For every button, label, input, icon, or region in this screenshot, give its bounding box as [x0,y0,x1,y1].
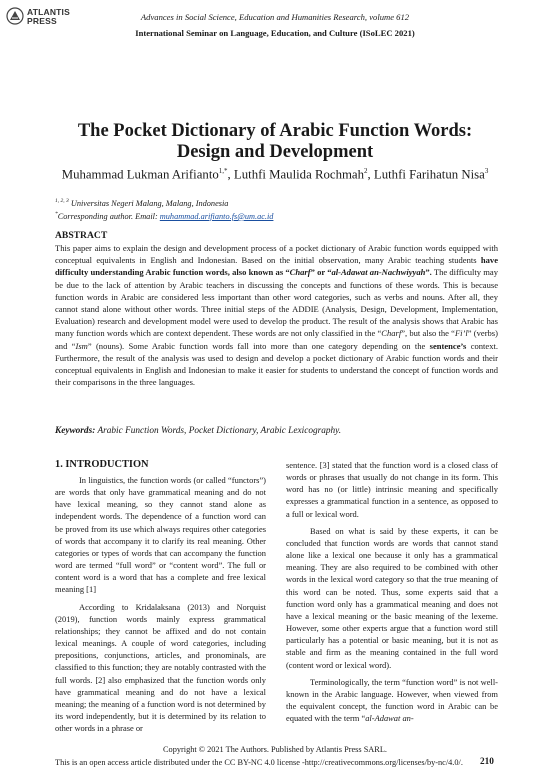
license-line: This is an open access article distributed under the CC BY-NC 4.0 license -http://creativecommons.org/licenses/by-nc/4.0/. [55,758,463,767]
keywords-label: Keywords: [55,426,96,436]
affiliations [55,196,273,222]
conference-line: International Seminar on Language, Education, and Culture (ISoLEC 2021) [135,28,415,38]
paragraph: According to Kridalaksana (2013) and Norquist (2019), function words mainly express grammatical relationships; they cannot be affixed and do not contain lexical meanings. A couple of word categories, including prepositions, conjunctions, articles, and pronominals, are classified to this function; they are notably contrasted with the full words. [2] also emphasized that the function words only have grammatical meaning and do not have a lexical meaning; the meaning of a function word is not determined by its word independently, but it is determined by its relation to other words in a phrase or [55,601,266,734]
author-list: Muhammad Lukman Arifianto$^{1,*}$, Luthfi Maulida Rochmah$^2$, Luthfi Farihatun Nisa$^3$ [61,167,489,182]
paragraph: In linguistics, the function words (or called “functors”) are words that only have grammatical meaning and do not have lexical meaning, so they cannot stand alone as independent words. The dependence of a function word can be proved from its use which always requires other categories of words that accompany it to clarify its real meaning. Other categories or types of words that can accompany the function word are termed “full word” or “content word”. The full or content word is a word that has a complete and free lexical meaning [1] [55,475,266,595]
paragraph: Based on what is said by these experts, it can be concluded that function words are words that cannot stand alone like a lexical one because it only has a grammatical meaning. They are also required to be combined with other words in the lexical word category so that the true meaning of this word can be noted. Thus, some experts said that a function word only has a grammatical meaning and does not have a lexical meaning or the basic meaning of the lexeme. However, some other experts argue that a function word still particularly has a potential or basic meaning, but it is not as stable and firm as the meaning contained in the full word (content word or lexical word). [286,525,498,670]
left-column [55,474,266,734]
paragraph: sentence. [3] stated that the function word is a closed class of words or phrases that usually do not change in its form. This word has no (or little) intrinsic meaning and specifically expresses a grammatical function in a sentence, as opposed to a full or lexical word. [286,460,498,519]
corresponding-author: *Corresponding author. Email: muhammad.arifianto.fs@um.ac.id [55,210,274,221]
abstract-text: This paper aims to explain the design and development process of a pocket dictionary of Arabic function words equipped with conceptual equivalents in English and Indonesian. Based on the initial observation, many Arabic teaching students have difficulty understanding Arabic function words, also known as “Charf” or “al-Adawat an-Nachwiyyah”. The difficulty may be due to the lack of attention by Arabic teachers in discussing the concepts and functions of these words. This is because function words in Arabic are considered less important than other word categories, such as verbs and nouns. After all, they cannot stand alone without other words. Three initial steps of the ADDIE (Analysis, Design, Development, Implementation, Evaluation) research and development model were used to develop the product. The result of the analysis shows that Arabic has many function words which are context dependent. These words are not only classified in the “Charf”, but also the “Fi’l” (verbs) and “Ism” (nouns). Some Arabic function words fall into more than one category depending on the sentence’s context. Furthermore, the result of the analysis was used to design and develop a pocket dictionary of Arabic function words and their conceptual equivalents in English and Indonesian to make it easier for students to understand the concept of function words and their comparisons in the three languages. [55,243,498,388]
journal-line: Advances in Social Science, Education and Humanities Research, volume 612 [140,12,410,22]
keywords: Keywords: Arabic Function Words, Pocket Dictionary, Arabic Lexicography. [55,426,342,436]
paper-title: The Pocket Dictionary of Arabic Function Words: Design and Development [77,121,473,162]
section-heading-introduction: 1. INTRODUCTION [55,459,149,470]
copyright-line: Copyright © 2021 The Authors. Published by Atlantis Press SARL. [163,745,387,754]
abstract-heading: ABSTRACT [55,230,108,241]
paragraph: Terminologically, the term “function word” is not well-known in the Arabic language. However, when viewed from the equivalent concept, the function word in Arabic can be equated with the term “al-Adawat an- [286,676,498,724]
right-column [286,459,498,724]
page-number: 210 [480,757,494,767]
publisher-logo-text: ATLANTIS PRESS [27,7,70,26]
author-email-link[interactable]: muhammad.arifianto.fs@um.ac.id [159,211,274,221]
affiliation-line: $^{1, 2, 3}$ Universitas Negeri Malang, Malang, Indonesia [55,198,229,208]
